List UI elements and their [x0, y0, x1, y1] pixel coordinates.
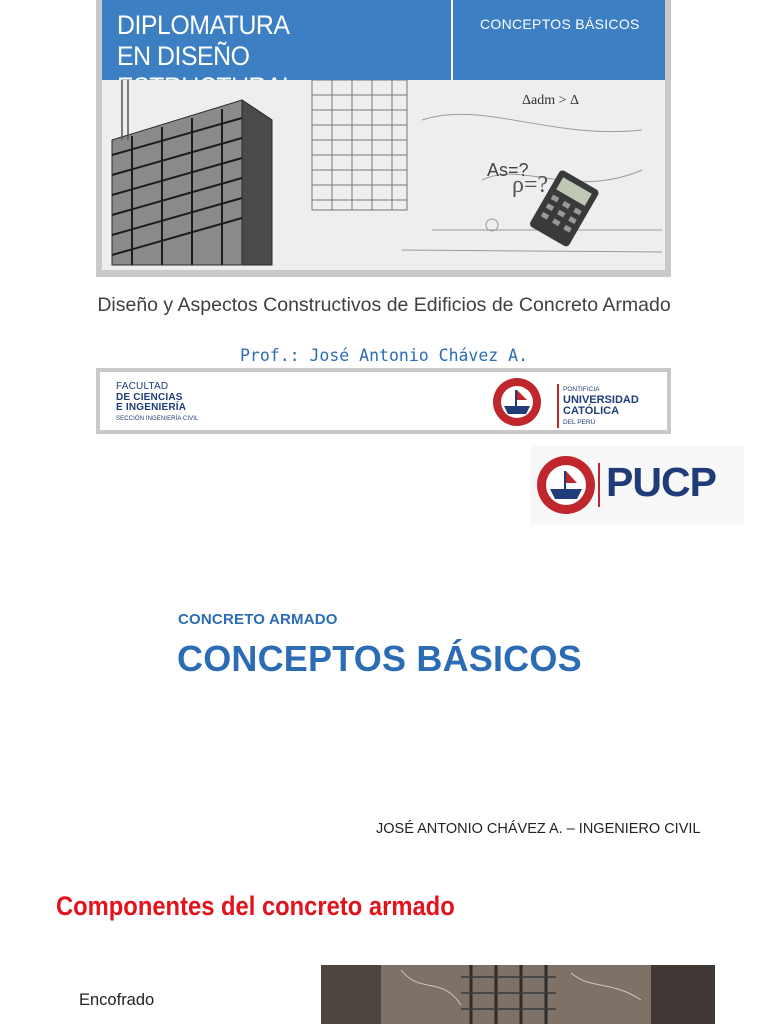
- banner-topic-label: CONCEPTOS BÁSICOS: [480, 16, 640, 32]
- formwork-photo-art: [321, 965, 715, 1024]
- faculty-logo: [116, 382, 198, 424]
- banner-title-line1: DIPLOMATURA: [117, 10, 290, 40]
- pucp-seal-icon: [536, 453, 596, 517]
- slide-heading: Componentes del concreto armado: [56, 891, 455, 921]
- banner-title-line2: EN DISEÑO: [117, 41, 250, 71]
- faculty-line2: DE CIENCIAS: [116, 391, 183, 403]
- pucp-wordmark: PUCP: [606, 459, 716, 505]
- course-banner: [96, 0, 671, 277]
- university-logo-text: [557, 384, 639, 428]
- pucp-separator: [598, 463, 600, 507]
- univ-line1: PONTIFICIA: [563, 386, 600, 393]
- formula-as: As=?: [487, 160, 529, 180]
- professor-name: Prof.: José Antonio Chávez A.: [239, 346, 529, 365]
- formwork-photo: [321, 965, 715, 1024]
- faculty-line3: E INGENIERÍA: [116, 402, 187, 413]
- author-credit: JOSÉ ANTONIO CHÁVEZ A. – INGENIERO CIVIL: [376, 821, 701, 837]
- banner-divider: [451, 0, 453, 80]
- section-title: CONCEPTOS BÁSICOS: [177, 638, 582, 679]
- list-item-encofrado: Encofrado: [79, 991, 155, 1009]
- faculty-line4: SECCIÓN INGENIERÍA CIVIL: [116, 415, 199, 422]
- building-illustration: [102, 80, 665, 270]
- banner-header: [102, 0, 665, 80]
- section-label: CONCRETO ARMADO: [178, 611, 338, 628]
- logos-panel: [100, 372, 667, 430]
- faculty-line1: FACULTAD: [116, 381, 169, 392]
- formula-delta: Δadm > Δ: [522, 93, 580, 108]
- univ-line4: DEL PERÚ: [563, 419, 596, 426]
- university-seal-icon: [482, 376, 552, 428]
- banner-panel: [102, 0, 665, 270]
- pucp-logo: [530, 445, 744, 525]
- logos-bar: [96, 368, 671, 434]
- univ-line2: UNIVERSIDAD: [563, 394, 639, 406]
- univ-line3: CATÓLICA: [563, 405, 620, 417]
- formula-rho: ρ=?: [512, 172, 549, 198]
- course-subtitle: Diseño y Aspectos Constructivos de Edificios de Concreto Armado: [97, 294, 671, 316]
